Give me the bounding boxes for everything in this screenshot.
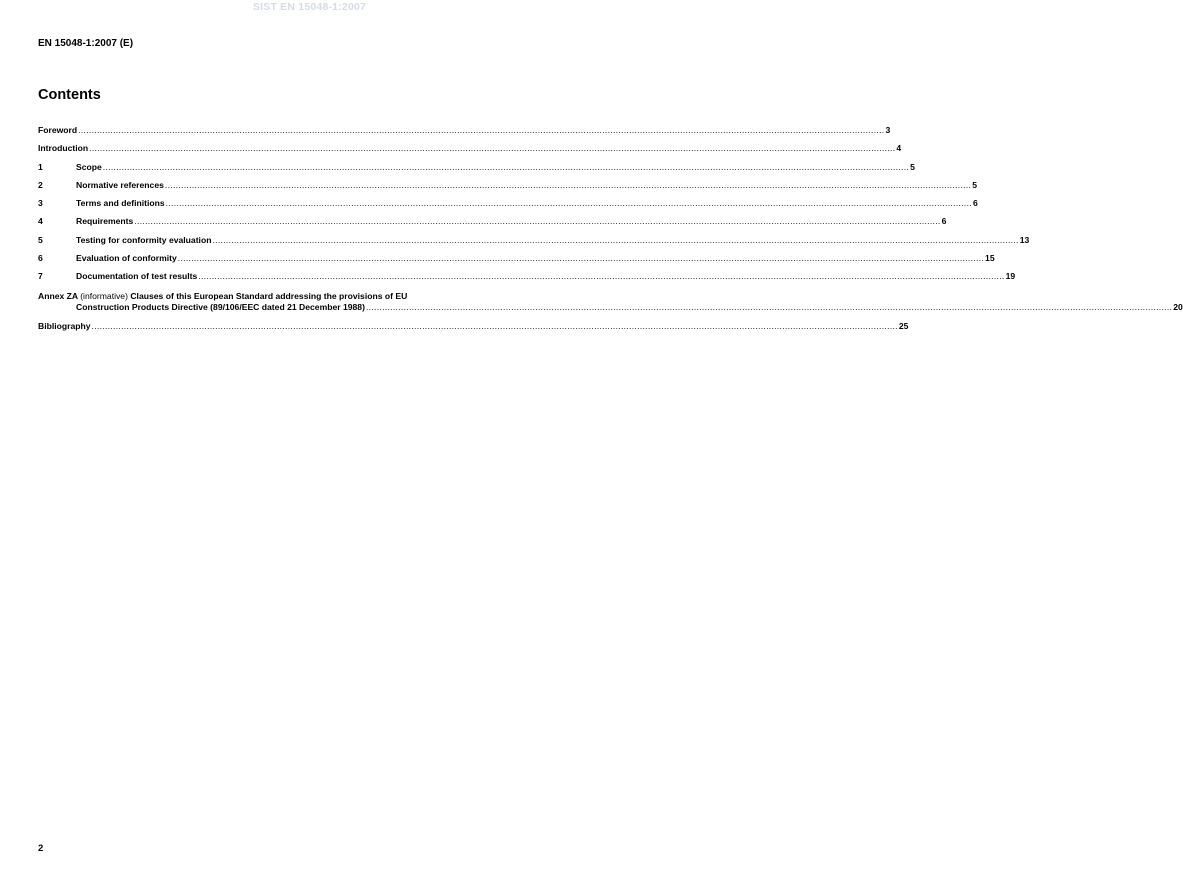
toc-entry-title: Evaluation of conformity <box>76 253 177 264</box>
toc-entry-number: 3 <box>38 198 43 209</box>
toc-entry-title: Testing for conformity evaluation <box>76 234 212 245</box>
toc-entries <box>38 125 1030 290</box>
dot-leader: ............................................................................................................................................................................................................................................................................................................ <box>164 179 972 190</box>
dot-leader: ............................................................................................................................................................................................................................................................................................................ <box>365 301 1173 312</box>
toc-entry-number: 5 <box>38 234 43 245</box>
toc-entry-number: 4 <box>38 216 43 227</box>
toc-entry-page: 3 <box>885 125 891 135</box>
annex-note: (informative) <box>80 290 128 301</box>
dot-leader: ............................................................................................................................................................................................................................................................................................................ <box>134 216 941 227</box>
toc-entry-annex-za[interactable] <box>38 290 1183 321</box>
toc-entry-page: 13 <box>1019 234 1030 245</box>
toc-entry-page: 5 <box>972 179 977 190</box>
page-title: Contents <box>38 87 101 103</box>
toc-entry-page: 6 <box>941 216 947 227</box>
toc-entry[interactable] <box>38 198 978 216</box>
toc-entry-page: 4 <box>896 143 902 154</box>
toc-entry-page: 5 <box>910 161 915 172</box>
toc-entry-title: Requirements <box>76 216 134 227</box>
toc-entry-title: Normative references <box>76 179 164 190</box>
toc-entry[interactable] <box>38 161 915 180</box>
toc-entry[interactable] <box>38 179 977 198</box>
annex-label: Annex ZA <box>38 290 78 301</box>
document-id: EN 15048-1:2007 (E) <box>38 38 134 49</box>
toc-entry[interactable] <box>38 253 995 271</box>
toc-entry-bibliography[interactable] <box>38 320 909 339</box>
toc-entry[interactable] <box>38 216 947 234</box>
dot-leader: ............................................................................................................................................................................................................................................................................................................ <box>165 198 972 209</box>
toc-entry-title: Foreword <box>38 125 78 135</box>
toc-entry-number: 2 <box>38 179 43 190</box>
toc-entry[interactable] <box>38 271 1016 289</box>
dot-leader: ............................................................................................................................................................................................................................................................................................................ <box>102 161 910 172</box>
toc-entry-page: 19 <box>1005 271 1016 282</box>
dot-leader: ............................................................................................................................................................................................................................................................................................................ <box>91 320 898 331</box>
toc-entry-page: 6 <box>972 198 978 209</box>
annex-title-line1: Clauses of this European Standard addressing the provisions of EU <box>130 290 408 301</box>
annex-page: 20 <box>1173 301 1183 312</box>
dot-leader: ............................................................................................................................................................................................................................................................................................................ <box>198 271 1005 282</box>
toc-entry-number: 7 <box>38 271 43 282</box>
dot-leader: ............................................................................................................................................................................................................................................................................................................ <box>212 234 1019 245</box>
table-of-contents <box>38 125 1183 339</box>
toc-entry-title: Documentation of test results <box>76 271 198 282</box>
toc-entry[interactable] <box>38 125 891 143</box>
dot-leader: ............................................................................................................................................................................................................................................................................................................ <box>78 125 885 135</box>
toc-entry-title: Introduction <box>38 143 89 154</box>
dot-leader: ............................................................................................................................................................................................................................................................................................................ <box>177 253 985 264</box>
toc-entry-number: 1 <box>38 161 43 172</box>
toc-entry-page: 15 <box>985 253 995 264</box>
toc-entry-title: Terms and definitions <box>76 198 165 209</box>
toc-entry-title: Scope <box>76 161 102 172</box>
toc-entry[interactable] <box>38 234 1030 253</box>
toc-entry[interactable] <box>38 143 902 161</box>
watermark: SIST EN 15048-1:2007 <box>252 1 367 13</box>
toc-entry-number: 6 <box>38 253 43 264</box>
dot-leader: ............................................................................................................................................................................................................................................................................................................ <box>89 143 896 154</box>
page-number: 2 <box>38 843 44 854</box>
bibliography-page: 25 <box>898 320 909 331</box>
bibliography-title: Bibliography <box>38 320 91 331</box>
annex-title-line2: Construction Products Directive (89/106/EEC dated 21 December 1988) <box>76 301 365 312</box>
